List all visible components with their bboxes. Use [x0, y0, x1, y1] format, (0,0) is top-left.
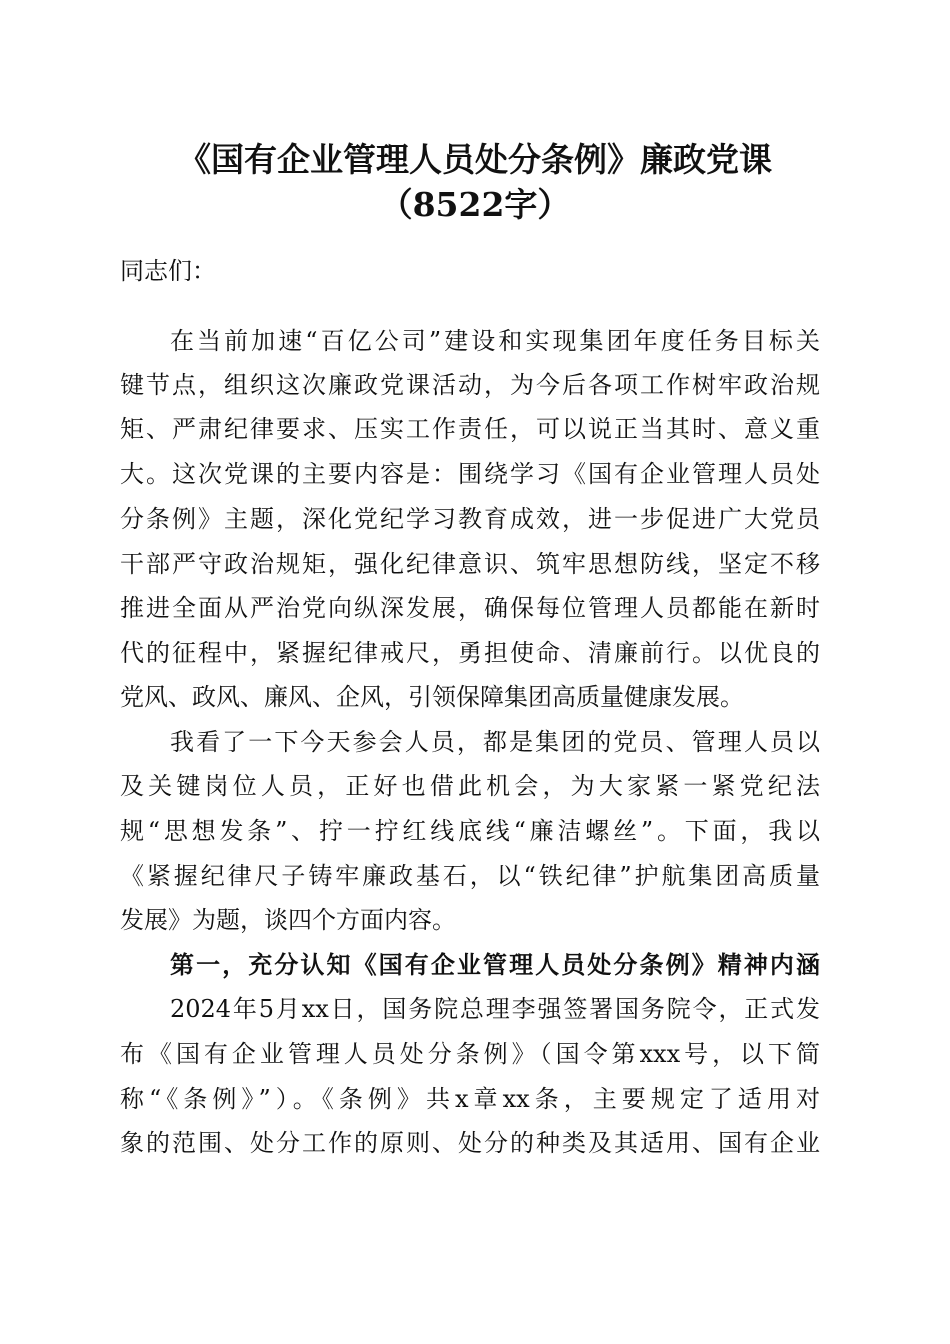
salutation: 同志们： — [120, 257, 216, 285]
paragraph-line: 象的范围、处分工作的原则、处分的种类及其适用、国有企业 — [120, 1129, 820, 1157]
paragraph-line: 及关键岗位人员，正好也借此机会，为大家紧一紧党纪法 — [120, 772, 820, 800]
paragraph-line: 布《国有企业管理人员处分条例》（国令第xxx号，以下简 — [120, 1040, 820, 1068]
paragraph-line: 2024年5月xx日，国务院总理李强签署国务院令，正式发 — [170, 995, 820, 1023]
paragraph-line: 党风、政风、廉风、企风，引领保障集团高质量健康发展。 — [120, 683, 744, 711]
paragraph-line: 矩、严肃纪律要求、压实工作责任，可以说正当其时、意义重 — [120, 415, 820, 443]
document-subtitle-word-count: （8522字） — [379, 185, 571, 224]
paragraph-line: 推进全面从严治党向纵深发展，确保每位管理人员都能在新时 — [120, 594, 820, 622]
paragraph-line: 《紧握纪律尺子铸牢廉政基石，以“铁纪律”护航集团高质量 — [120, 862, 820, 890]
paragraph-line: 代的征程中，紧握纪律戒尺，勇担使命、清廉前行。以优良的 — [120, 639, 820, 667]
paragraph-line: 我看了一下今天参会人员，都是集团的党员、管理人员以 — [170, 728, 820, 756]
paragraph-line: 大。这次党课的主要内容是：围绕学习《国有企业管理人员处 — [120, 460, 820, 488]
paragraph-line: 键节点，组织这次廉政党课活动，为今后各项工作树牢政治规 — [120, 371, 820, 399]
document-title: 《国有企业管理人员处分条例》廉政党课 — [178, 140, 772, 179]
paragraph-line: 称“《条例》”）。《条例》共x章xx条，主要规定了适用对 — [120, 1085, 820, 1113]
paragraph-line: 干部严守政治规矩，强化纪律意识、筑牢思想防线，坚定不移 — [120, 550, 820, 578]
section-heading: 第一，充分认知《国有企业管理人员处分条例》精神内涵 — [170, 950, 820, 979]
paragraph-line: 规“思想发条”、拧一拧红线底线“廉洁螺丝”。下面，我以 — [120, 817, 820, 845]
paragraph-line: 发展》为题，谈四个方面内容。 — [120, 906, 456, 934]
paragraph-line: 分条例》主题，深化党纪学习教育成效，进一步促进广大党员 — [120, 505, 820, 533]
paragraph-line: 在当前加速“百亿公司”建设和实现集团年度任务目标关 — [170, 327, 820, 355]
